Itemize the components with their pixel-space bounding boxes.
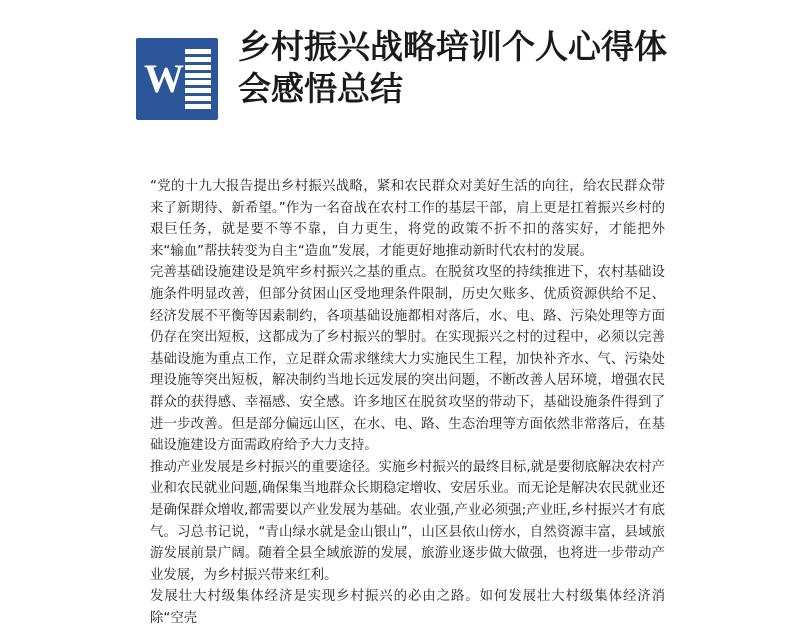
paragraph-3: 推动产业发展是乡村振兴的重要途径。实施乡村振兴的最终目标,就是要彻底解决农村产业和农民就业问题,确保集当地群众长期稳定增收、安居乐业。而无论是解决农民就业还是确保群众增收,都需要以产业发展为基础。农业强,产业必须强;产业旺,乡村振兴才有底气。习总书记说，“青山绿水就是金山银山”，山区县依山傍水，自然资源丰富，县域旅游发展前景广阔。随着全县全域旅游的发展，旅游业逐步做大做强，也将进一步带动产业发展，为乡村振兴带来红利。 [150,459,665,583]
page-title: 乡村振兴战略培训个人心得体会感悟总结 [238,27,667,108]
document-body [150,176,665,629]
paragraph-2: 完善基础设施建设是筑牢乡村振兴之基的重点。在脱贫攻坚的持续推进下，农村基础设施条件明显改善，但部分贫困山区受地理条件限制，历史欠账多、优质资源供给不足、经济发展不平衡等因素制约，各项基础设施都相对落后，水、电、路、污染处理等方面仍存在突出短板，这都成为了乡村振兴的掣肘。在实现振兴之村的过程中，必须以完善基础设施为重点工作，立足群众需求继续大力实施民生工程，加快补齐水、气、污染处理设施等突出短板，解决制约当地长远发展的突出问题，不断改善人居环境，增强农民群众的获得感、幸福感、安全感。许多地区在脱贫攻坚的带动下，基础设施条件得到了进一步改善。但是部分偏远山区，在水、电、路、生态治理等方面依然非常落后，在基础设施建设方面需政府给予大力支持。 [150,265,665,454]
word-icon-lines [185,49,211,109]
paragraph-1: “党的十九大报告提出乡村振兴战略，紧和农民群众对美好生活的向往，给农民群众带来了新期待、新希望。”作为一名奋战在农村工作的基层干部，肩上更是扛着振兴乡村的艰巨任务，就是要不等不靠，自力更生，将党的政策不折不扣的落实好，才能把外来“输血”帮扶转变为自主“造血”发展，才能更好地推动新时代农村的发展。 [150,179,665,259]
word-icon-letter: W [144,56,184,101]
paragraph-4: 发展壮大村级集体经济是实现乡村振兴的必由之路。如何发展壮大村级集体经济消除“空壳 [150,589,665,626]
document-header [0,0,800,150]
word-document-icon [136,38,218,120]
